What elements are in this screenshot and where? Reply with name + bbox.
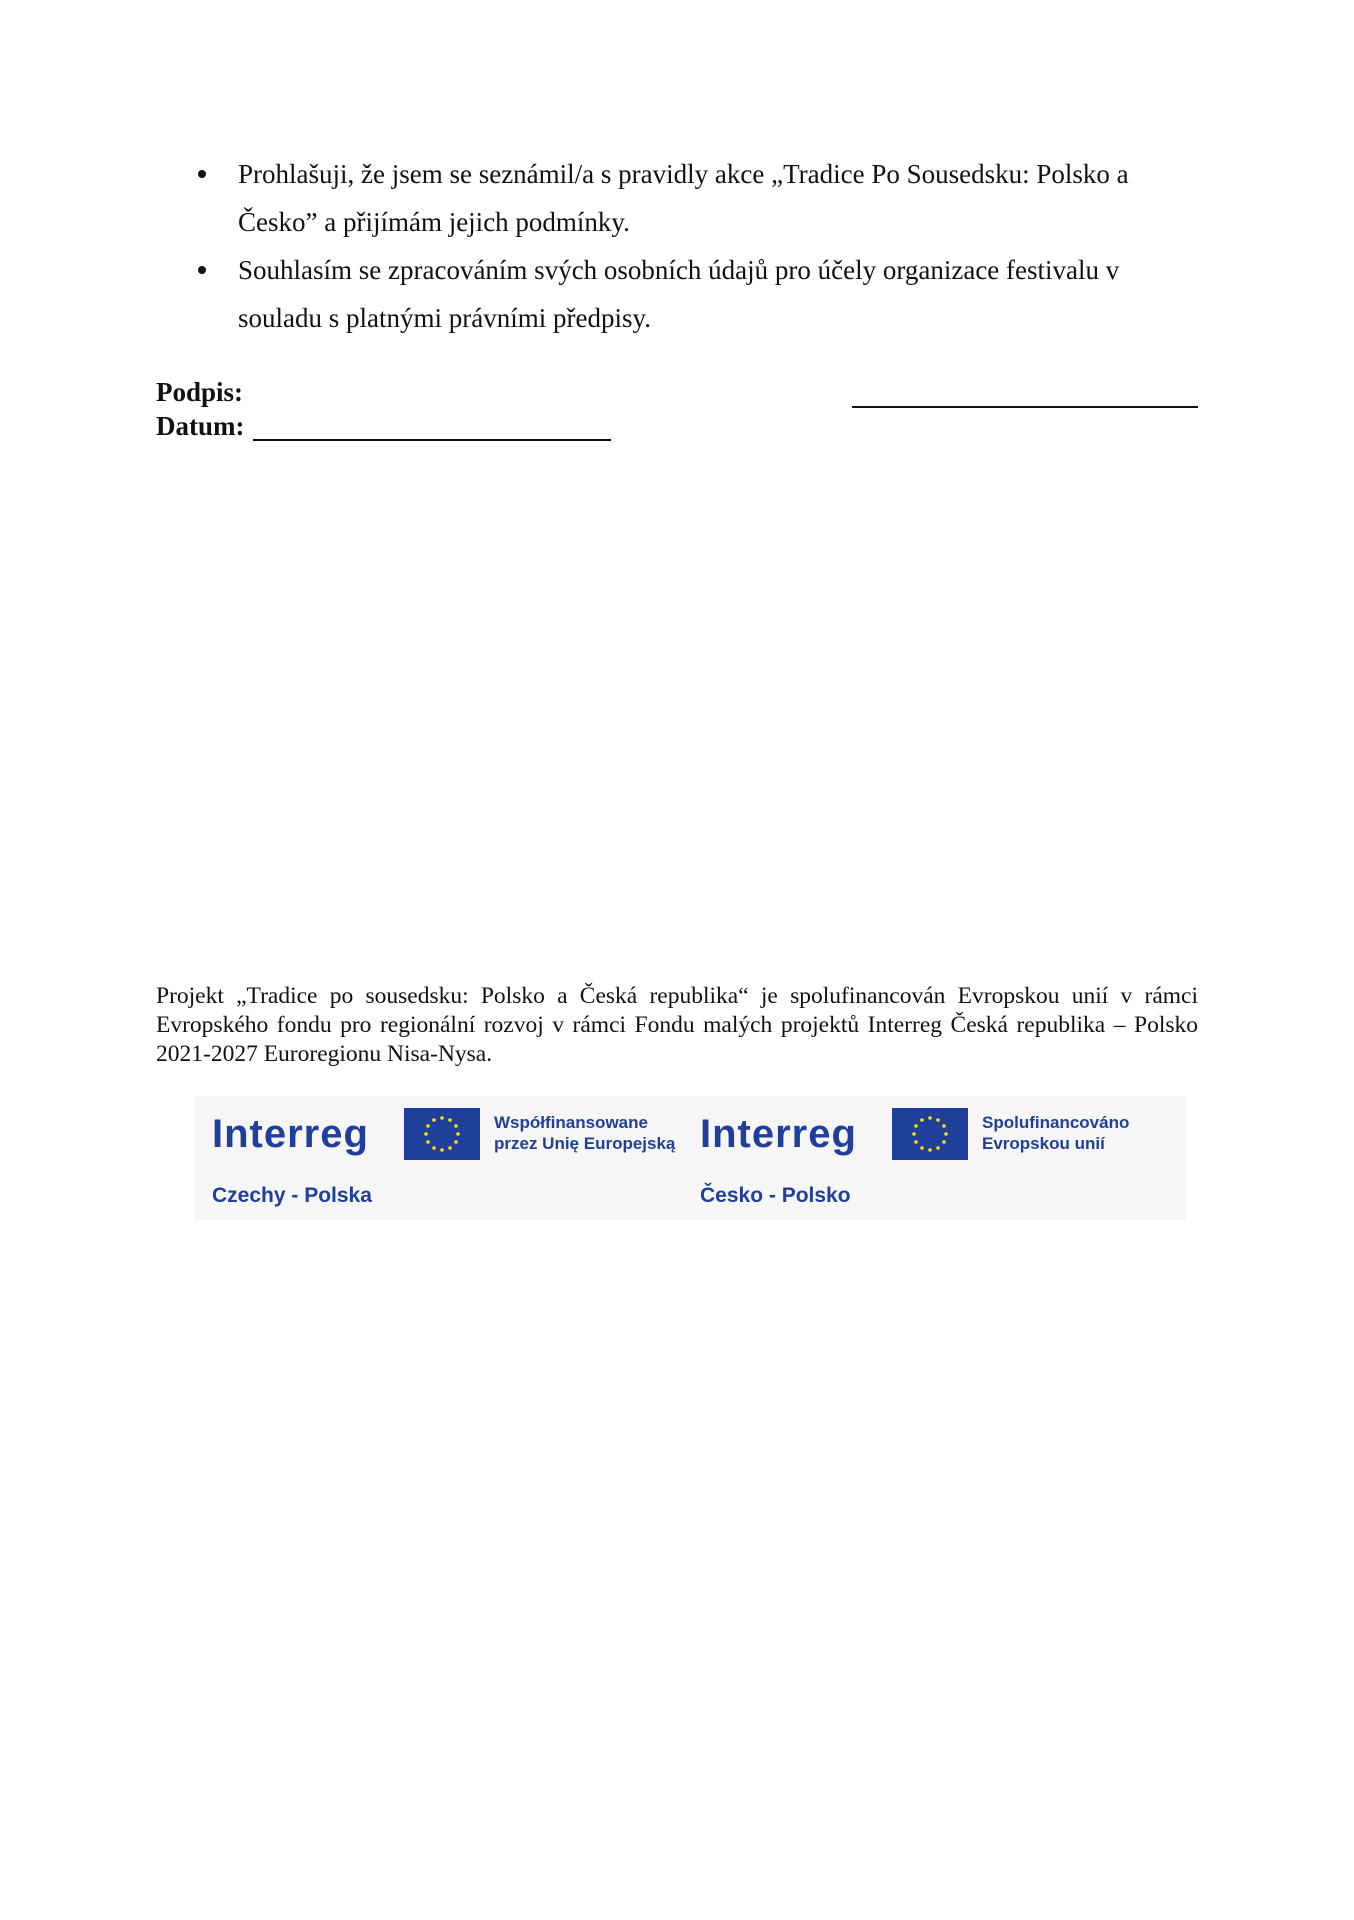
logo-tagline-line: Współfinansowane [494, 1113, 648, 1132]
signature-line [852, 406, 1198, 408]
logo-wordmark: Interreg [212, 1112, 369, 1156]
eu-flag-icon [892, 1108, 968, 1160]
logo-region: Czechy - Polska [212, 1184, 372, 1207]
eu-flag-icon [404, 1108, 480, 1160]
bullet-icon [198, 170, 206, 178]
bullet-icon [198, 266, 206, 274]
declaration-text: Prohlašuji, že jsem se seznámil/a s pravidly akce „Tradice Po Sousedsku: Polsko a Česko” a přijímám jejich podmínky. [238, 159, 1129, 237]
funding-note: Projekt „Tradice po sousedsku: Polsko a Česká republika“ je spolufinancován Evropskou unií v rámci Evropského fondu pro regionální rozvoj v rámci Fondu malých projektů Interreg Česká republika – Polsko 2021-2027 Euroregionu Nisa-Nysa. [156, 983, 1198, 1067]
signature-label: Podpis: [156, 377, 244, 407]
interreg-logo-pl [194, 1096, 690, 1220]
logo-tagline [982, 1112, 1182, 1154]
logo-wordmark: Interreg [700, 1112, 857, 1156]
logo-tagline-line: Spolufinancováno [982, 1113, 1130, 1132]
interreg-logo-strip [194, 1096, 1186, 1220]
logo-tagline-line: przez Unię Europejską [494, 1134, 676, 1153]
logo-tagline [494, 1112, 694, 1154]
logo-region: Česko - Polsko [700, 1184, 851, 1207]
logo-tagline-line: Evropskou unií [982, 1134, 1105, 1153]
declaration-item [190, 246, 1180, 342]
declarations-list [190, 150, 1180, 342]
declaration-item [190, 150, 1180, 246]
declaration-text: Souhlasím se zpracováním svých osobních údajů pro účely organizace festivalu v souladu s platnými právními předpisy. [238, 255, 1120, 333]
date-line [253, 439, 611, 441]
date-label: Datum: [156, 411, 245, 441]
interreg-logo-cz [682, 1096, 1178, 1220]
